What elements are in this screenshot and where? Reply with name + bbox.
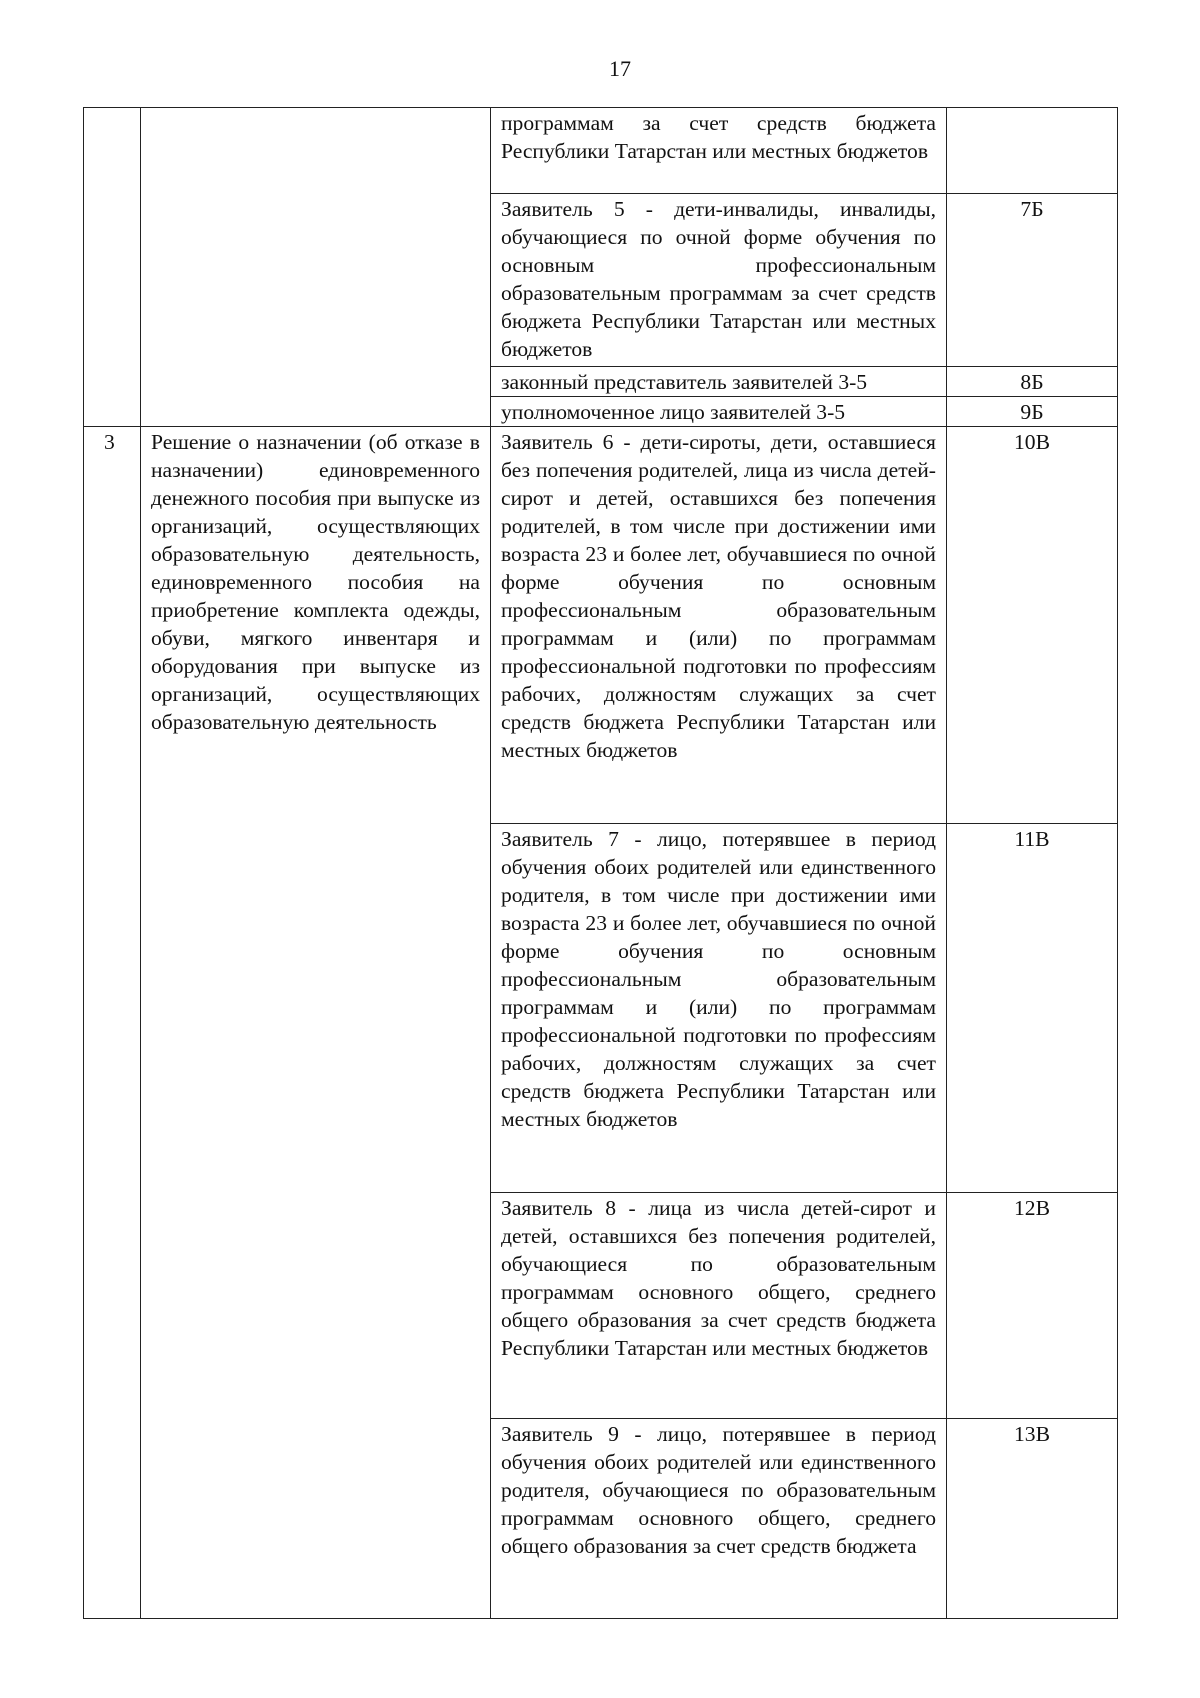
applicant-text: уполномоченное лицо заявителей 3-5: [501, 400, 846, 424]
row-number-cell: [84, 427, 141, 1619]
applicant-cell: [491, 824, 947, 1193]
code-cell: [947, 397, 1118, 427]
applicant-cell: [491, 397, 947, 427]
applicant-text: программам за счет средств бюджета Республики Татарстан или местных бюджетов: [501, 111, 936, 163]
applicant-code: 7Б: [1020, 197, 1044, 221]
applicant-text: законный представитель заявителей 3-5: [501, 370, 868, 394]
applicant-text: Заявитель 8 - лица из числа детей-сирот и детей, оставшихся без попечения родителей, обучающиеся по образовательным программам основного общего, среднего общего образования за счет средств бюджета Республики Татарстан или местных бюджетов: [501, 1196, 936, 1360]
applicant-cell: [491, 367, 947, 397]
row-number: [84, 108, 140, 109]
applicant-text: Заявитель 9 - лицо, потерявшее в период обучения обоих родителей или единственного родителя, обучающиеся по образовательным программам основного общего, среднего общего образования за счет средств бюджета: [501, 1422, 936, 1558]
code-cell: [947, 108, 1118, 194]
services-table: [83, 107, 1118, 1619]
row-number: 3: [104, 430, 115, 454]
code-cell: [947, 194, 1118, 367]
code-cell: [947, 824, 1118, 1193]
code-cell: [947, 367, 1118, 397]
applicant-cell: [491, 1419, 947, 1619]
applicant-code: 13В: [1014, 1422, 1050, 1446]
table-row: [84, 108, 1118, 194]
code-cell: [947, 1193, 1118, 1419]
service-text: Решение о назначении (об отказе в назначении) единовременного денежного пособия при выпуске из организаций, осуществляющих образовательную деятельность, единовременного пособия на приобретение комплекта одежды, обуви, мягкого инвентаря и оборудования при выпуске из организаций, осуществляющих образовательную деятельность: [151, 430, 480, 734]
applicant-cell: [491, 194, 947, 367]
applicant-cell: [491, 108, 947, 194]
applicant-cell: [491, 427, 947, 824]
service-cell: [141, 427, 491, 1619]
service-cell: [141, 108, 491, 427]
row-number-cell: [84, 108, 141, 427]
code-cell: [947, 1419, 1118, 1619]
applicant-cell: [491, 1193, 947, 1419]
table-row: [84, 427, 1118, 824]
applicant-text: Заявитель 6 - дети-сироты, дети, оставшиеся без попечения родителей, лица из числа детей-сирот и детей, оставшихся без попечения родителей, в том числе при достижении ими возраста 23 и более лет, обучавшиеся по очной форме обучения по основным профессиональным образовательным программам и (или) по программам профессиональной подготовки по профессиям рабочих, должностям служащих за счет средств бюджета Республики Татарстан или местных бюджетов: [501, 430, 936, 762]
applicant-code: [947, 108, 1117, 109]
service-text: [141, 108, 490, 109]
page-number: 17: [609, 56, 631, 81]
applicant-code: 11В: [1014, 827, 1050, 851]
applicant-text: Заявитель 5 - дети-инвалиды, инвалиды, обучающиеся по очной форме обучения по основным профессиональным образовательным программам за счет средств бюджета Республики Татарстан или местных бюджетов: [501, 197, 936, 361]
applicant-code: 9Б: [1020, 400, 1044, 424]
applicant-text: Заявитель 7 - лицо, потерявшее в период обучения обоих родителей или единственного родителя, в том числе при достижении ими возраста 23 и более лет, обучавшиеся по очной форме обучения по основным профессиональным образовательным программам и (или) по программам профессиональной подготовки по профессиям рабочих, должностям служащих за счет средств бюджета Республики Татарстан или местных бюджетов: [501, 827, 936, 1131]
applicant-code: 10В: [1014, 430, 1050, 454]
applicant-code: 12В: [1014, 1196, 1050, 1220]
applicant-code: 8Б: [1020, 370, 1044, 394]
code-cell: [947, 427, 1118, 824]
